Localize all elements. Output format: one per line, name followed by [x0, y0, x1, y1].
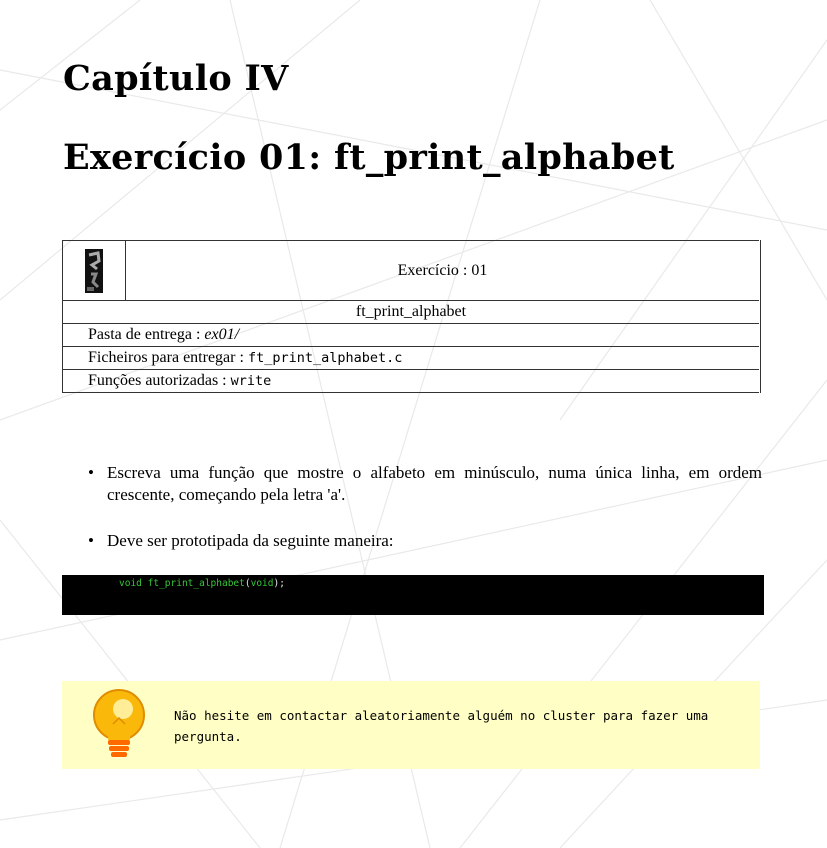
list-item: [88, 462, 762, 506]
hint-text: Não hesite em contactar aleatoriamente alguém no cluster para fazer uma pergunta.: [174, 708, 709, 744]
bullet-icon: •: [88, 463, 94, 482]
exercise-info-table: [62, 240, 759, 393]
instruction-text: Deve ser prototipada da seguinte maneira:: [107, 531, 394, 550]
code-paren: );: [273, 578, 285, 589]
code-block: [62, 575, 764, 615]
hint-box: [62, 681, 760, 769]
table-header-row: [63, 241, 759, 301]
exercise-heading: Exercício 01: ft_print_alphabet: [63, 137, 675, 178]
functions-label: Funções autorizadas :: [88, 372, 231, 389]
files-row: [63, 347, 759, 370]
instructions-list: [88, 462, 762, 552]
exercise-number: Exercício : 01: [397, 261, 488, 279]
bullet-icon: •: [88, 531, 94, 550]
lightbulb-icon: [88, 688, 150, 760]
folder-row: [63, 324, 759, 347]
folder-value: ex01/: [204, 326, 240, 343]
code-keyword: void: [119, 578, 142, 589]
code-function: ft_print_alphabet: [147, 578, 245, 589]
functions-value: write: [230, 373, 272, 389]
exercise-name-row: ft_print_alphabet: [63, 301, 759, 324]
instruction-text: Escreva uma função que mostre o alfabeto em minúsculo, numa única linha, em ordem crescente, começando pela letra 'a'.: [107, 463, 762, 504]
files-label: Ficheiros para entregar :: [88, 349, 248, 366]
logo-icon: [83, 247, 105, 295]
list-item: [88, 530, 762, 552]
functions-row: [63, 370, 759, 392]
files-value: ft_print_alphabet.c: [247, 350, 403, 366]
chapter-title: Capítulo IV: [63, 58, 289, 99]
code-keyword: void: [250, 578, 274, 589]
code-line: [119, 578, 285, 589]
logo-cell: [63, 241, 126, 300]
code-paren: (: [244, 578, 251, 589]
folder-label: Pasta de entrega :: [88, 326, 205, 343]
